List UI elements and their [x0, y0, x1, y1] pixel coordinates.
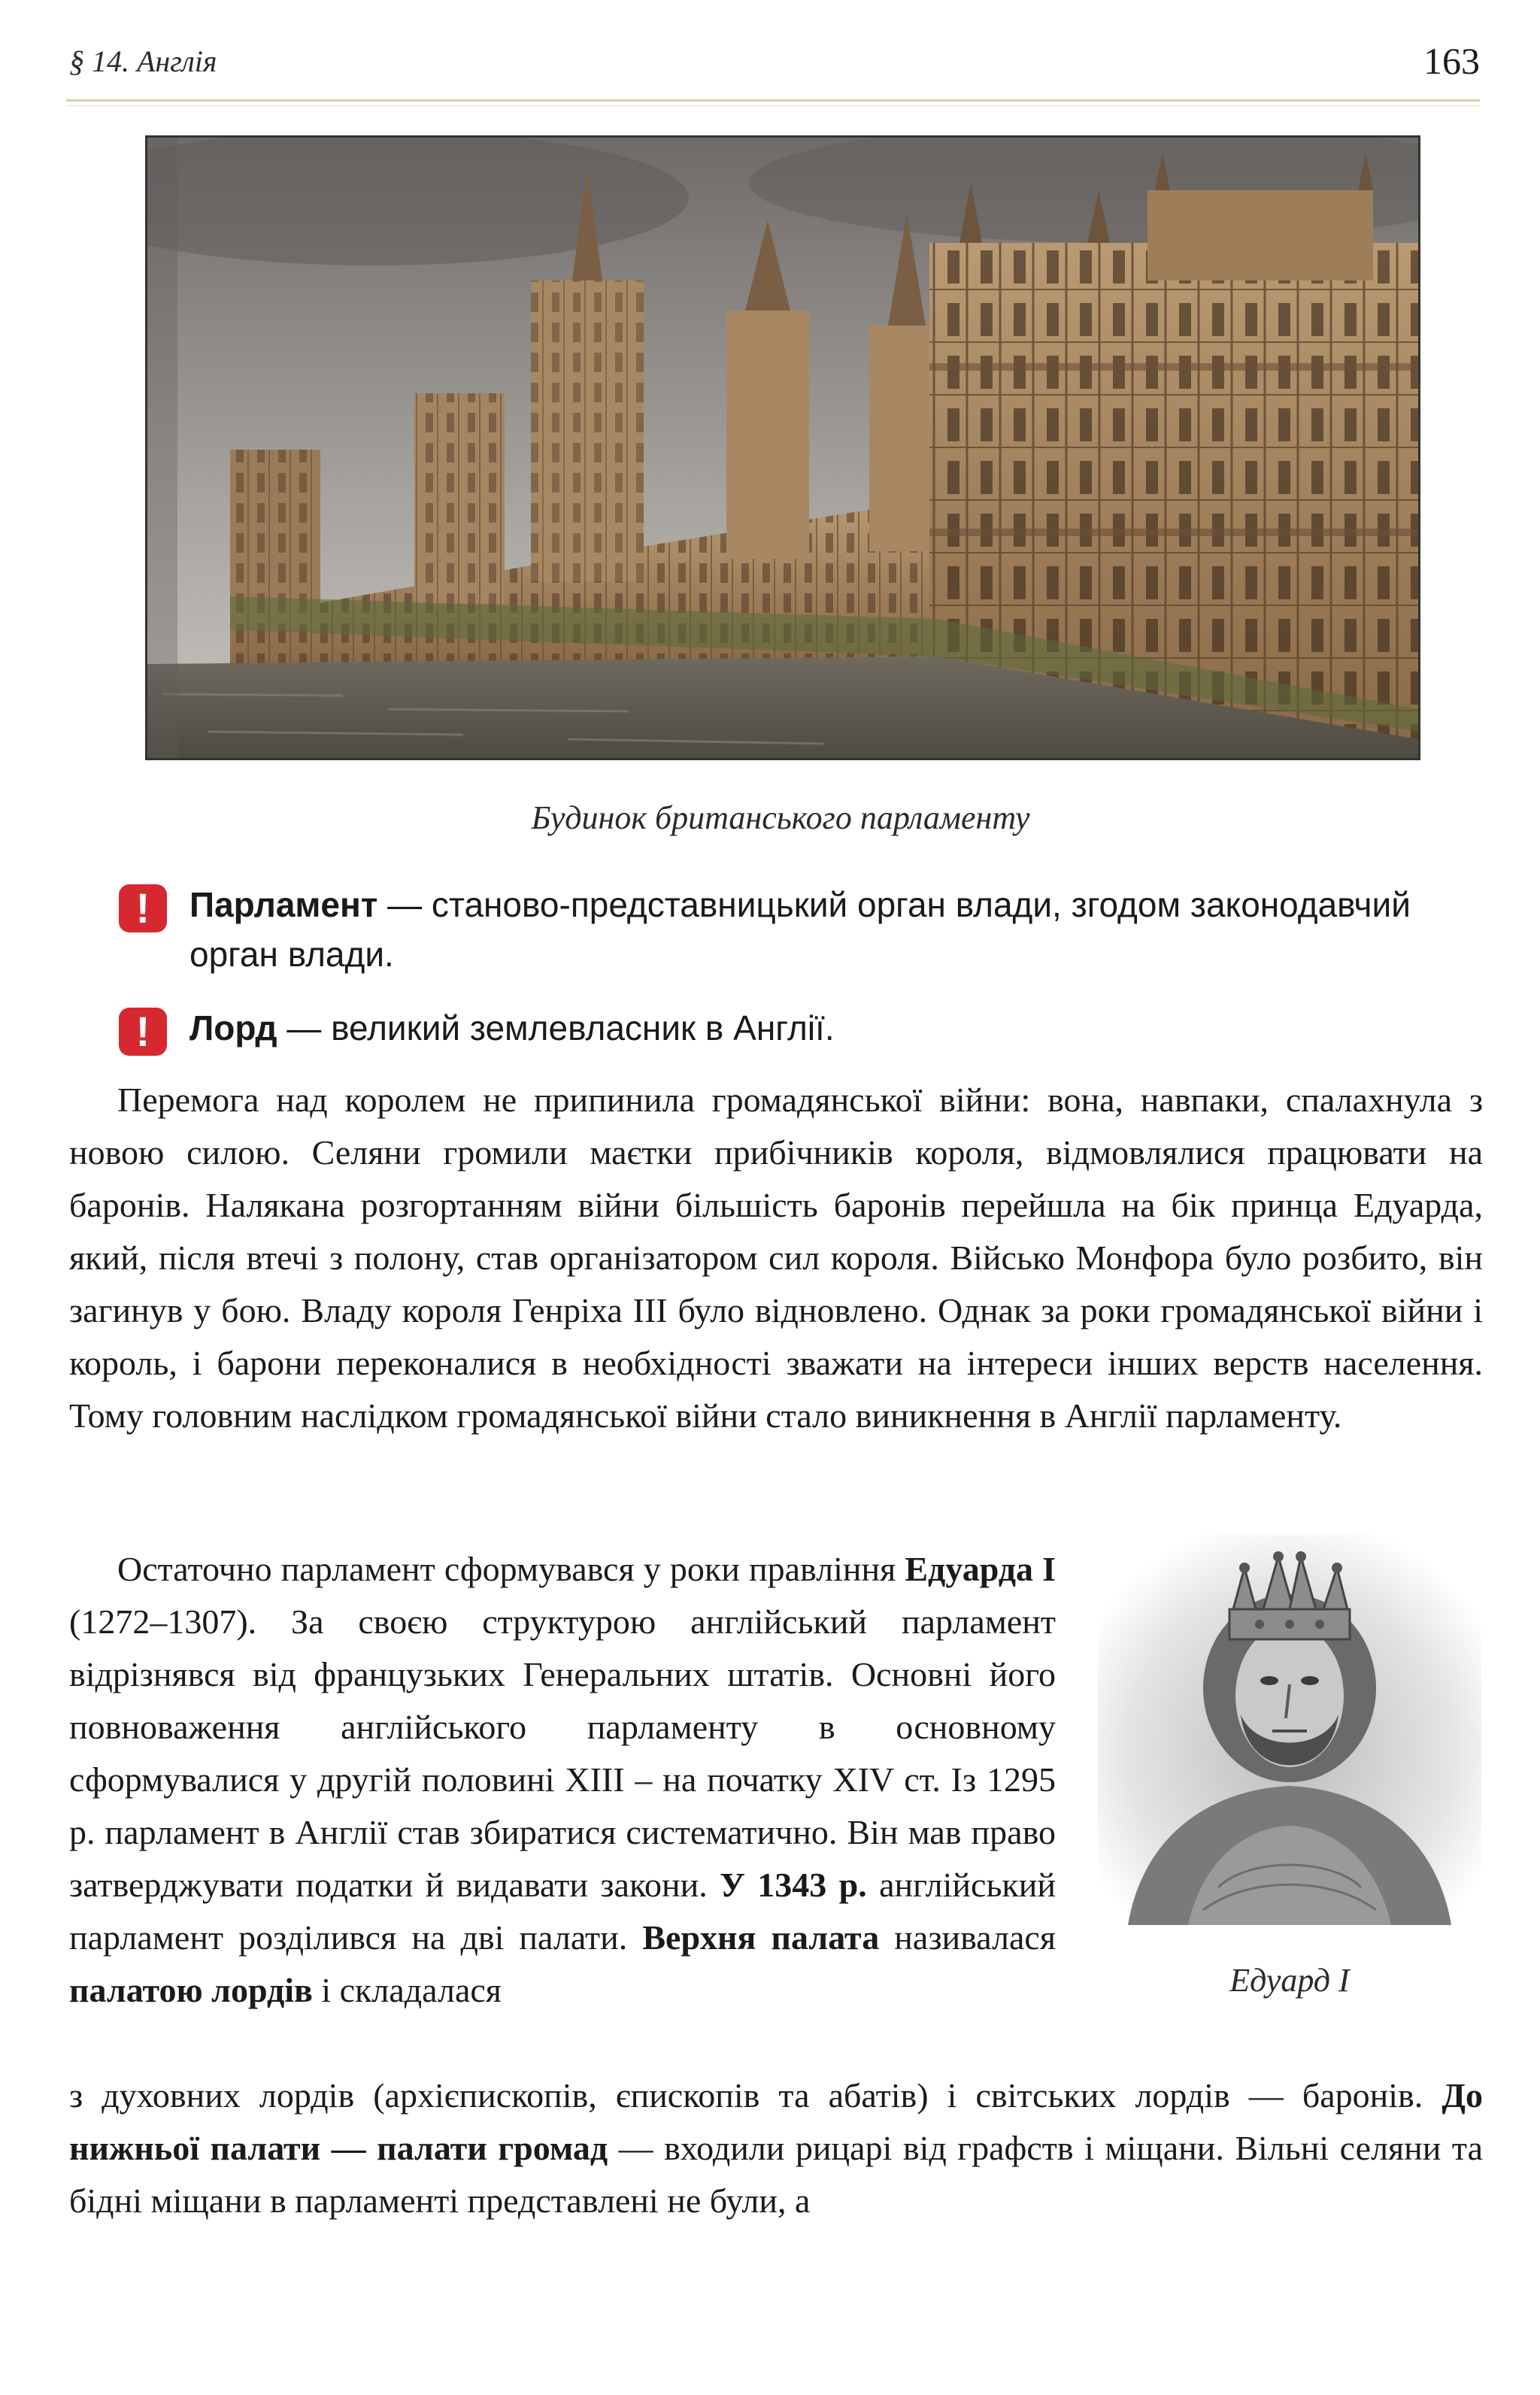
parliament-photo — [145, 135, 1420, 760]
text-run: (1272–1307). За своєю структурою англійський парламент відрізнявся від французьких Генеральних штатів. Основні його повноваження англійського парламенту в основному сформувалися у другій половині XIII – на початку XIV ст. Із 1295 р. парламент в Англії став збиратися систематично. Він мав право затверджувати податки й видавати закони. — [69, 1602, 1056, 1904]
header-rule — [66, 99, 1480, 102]
page-number: 163 — [1423, 40, 1480, 82]
definition-term: Лорд — [189, 1008, 277, 1047]
paragraph-3-text — [69, 2069, 1483, 2227]
text-run: і складалася — [312, 1971, 502, 2009]
text-run: називалася — [879, 1918, 1056, 1957]
paragraph-2-text — [69, 1543, 1056, 2017]
bold-run: До нижньої палати — палати громад — [69, 2076, 1483, 2167]
text-run: з духовних лордів (архієпископів, єпископів та абатів) і світських лордів — баронів. — [69, 2076, 1442, 2115]
text-run: Остаточно парламент сформувався у роки правління — [117, 1550, 905, 1588]
text-run: — входили рицарі від графств і міщани. Вільні селяни та бідні міщани в парламенті представлені не були, а — [69, 2129, 1484, 2220]
exclamation-icon: ! — [119, 1008, 167, 1056]
portrait-caption: Едуард I — [1229, 1962, 1350, 1999]
bold-run: У 1343 р. — [720, 1866, 867, 1904]
definition-body: — великий землевласник в Англії. — [277, 1008, 835, 1047]
paragraph-1-text: Перемога над королем не припинила громадянської війни: вона, навпаки, спалахнула з новою силою. Селяни громили маєтки прибічників короля, відмовлялися працювати на баронів. Налякана розгортанням війни більшість баронів перейшла на бік принца Едуарда, який, після втечі з полону, став організатором сил короля. Військо Монфора було розбито, він загинув у бою. Владу короля Генріха III було відновлено. Однак за роки громадянської війни і король, і барони переконалися в необхідності зважати на інтереси інших верств населення. Тому головним наслідком громадянської війни стало виникнення в Англії парламенту. — [69, 1081, 1483, 1435]
paragraph-1 — [69, 1074, 1483, 1442]
definition-text — [189, 880, 1480, 979]
definition-body: — станово-представницький орган влади, згодом законодавчий орган влади. — [189, 885, 1411, 974]
paragraph-3 — [69, 2069, 1483, 2227]
running-head: § 14. Англія — [69, 44, 217, 78]
edward-i-portrait — [1098, 1534, 1481, 1925]
exclamation-icon: ! — [119, 884, 167, 932]
text-run: англійський парламент розділився на дві палати. — [69, 1866, 1056, 1957]
bold-run: Верхня палата — [642, 1918, 880, 1957]
photo-caption: Будинок британського парламенту — [531, 799, 1030, 836]
bold-run: палатою лордів — [69, 1971, 313, 2009]
bold-run: Едуарда I — [905, 1550, 1056, 1588]
definition-text — [189, 1003, 1480, 1053]
header-rule-thin — [66, 105, 1480, 106]
definition-lord — [119, 1003, 1480, 1053]
definition-term: Парламент — [189, 885, 378, 924]
definition-parliament — [119, 880, 1480, 979]
paragraph-2 — [69, 1543, 1056, 2017]
